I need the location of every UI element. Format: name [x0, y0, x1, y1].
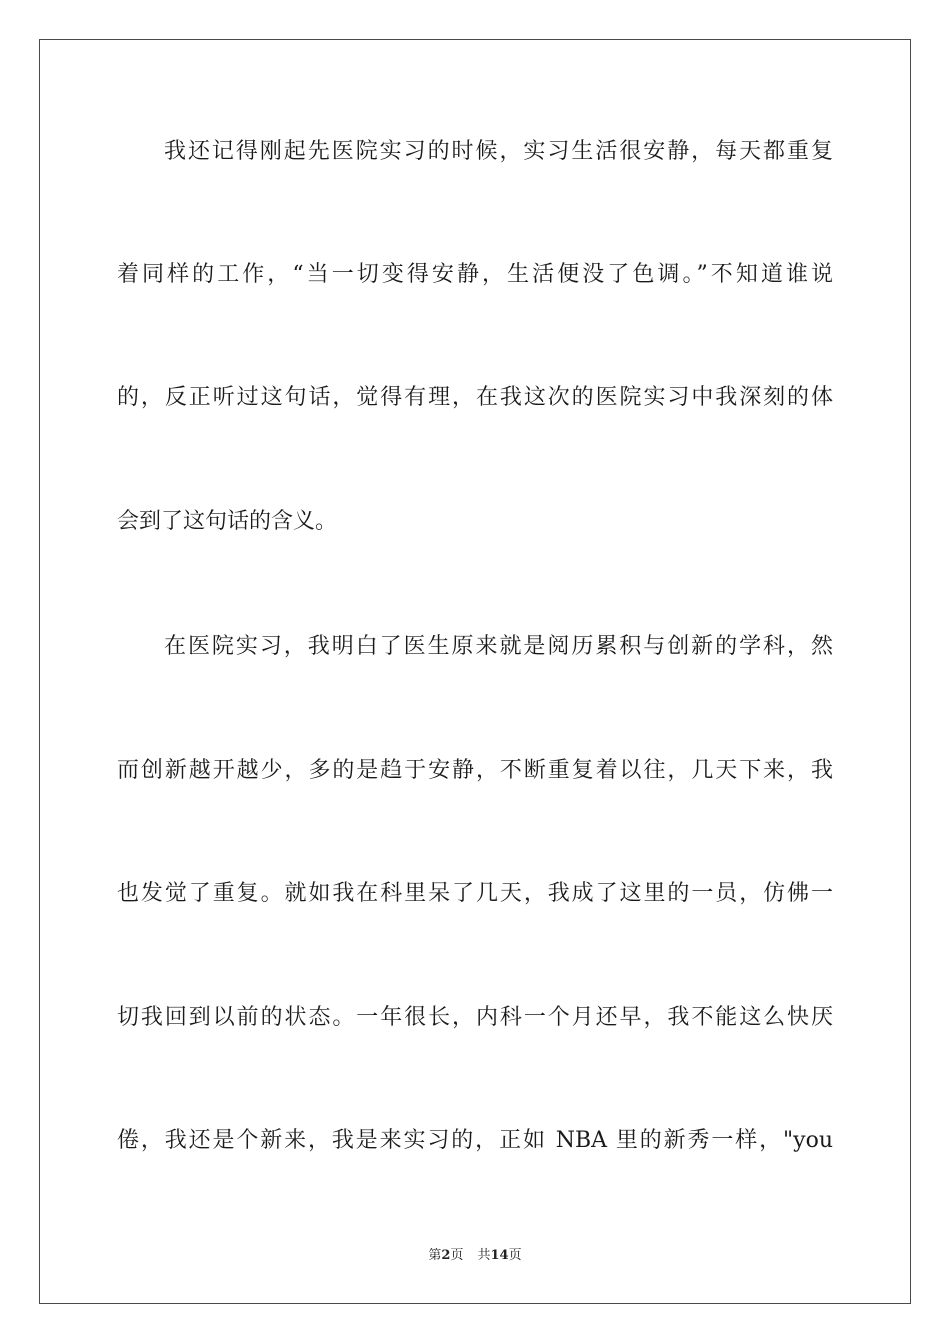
footer-total-prefix: 共	[477, 1248, 491, 1263]
footer-total-suffix: 页	[508, 1248, 522, 1263]
paragraph-2-line-2: 而创新越开越少，多的是趋于安静，不断重复着以往，几天下来，我	[117, 758, 833, 783]
paragraph-2-line-1: 在医院实习，我明白了医生原来就是阅历累积与创新的学科，然	[164, 634, 833, 659]
paragraph-1-line-3: 的，反正听过这句话，觉得有理，在我这次的医院实习中我深刻的体	[117, 385, 833, 410]
current-page-number: 2	[441, 1248, 451, 1263]
paragraph-2-line-3: 也发觉了重复。就如我在科里呆了几天，我成了这里的一员，仿佛一	[117, 881, 833, 906]
paragraph-2-line-5: 倦，我还是个新来，我是来实习的，正如 NBA 里的新秀一样，"you	[117, 1128, 833, 1153]
page-number-footer	[0, 1246, 950, 1266]
paragraph-1-line-1: 我还记得刚起先医院实习的时候，实习生活很安静，每天都重复	[164, 139, 833, 164]
paragraph-2-line-4: 切我回到以前的状态。一年很长，内科一个月还早，我不能这么快厌	[117, 1005, 833, 1030]
paragraph-1-line-2: 着同样的工作，“当一切变得安静，生活便没了色调。”不知道谁说	[117, 262, 833, 287]
total-page-count: 14	[490, 1248, 509, 1263]
page-border	[39, 39, 911, 1304]
footer-page-suffix: 页	[450, 1248, 464, 1263]
footer-prefix: 第	[428, 1248, 442, 1263]
paragraph-1-line-4: 会到了这句话的含义。	[117, 509, 338, 534]
